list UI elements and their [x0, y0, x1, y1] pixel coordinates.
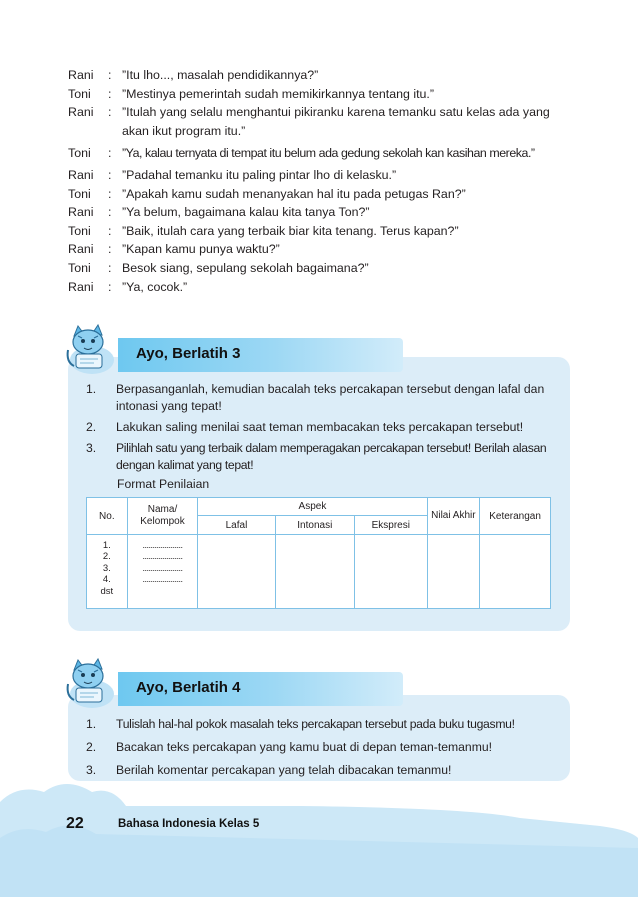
row-number: 3. [102, 562, 111, 574]
dialogue-line [68, 103, 578, 140]
assessment-table [86, 497, 551, 609]
dialogue-line [68, 203, 578, 222]
line-text: ”Baik, itulah cara yang terbaik biar kita tenang. Terus kapan?” [122, 223, 459, 238]
dialogue-line [68, 222, 578, 241]
speaker: Rani [68, 105, 94, 120]
colon: : [108, 186, 112, 201]
row-number: 1. [102, 540, 111, 551]
row-number: dst [100, 585, 114, 597]
col-lafal: Lafal [198, 516, 275, 535]
item-text: Berilah komentar percakapan yang telah dibacakan temanmu! [116, 763, 452, 777]
colon: : [108, 242, 112, 257]
item-text: Lakukan saling menilai saat teman membacakan teks percakapan tersebut! [116, 420, 524, 434]
item-number: 3. [86, 441, 97, 455]
line-text: Besok siang, sepulang sekolah bagaimana?” [122, 260, 369, 275]
item-number: 2. [86, 420, 97, 434]
dialogue-line [68, 85, 578, 104]
item-number: 2. [86, 740, 97, 754]
colon: : [108, 205, 112, 220]
item-text: Tulislah hal-hal pokok masalah teks percakapan tersebut pada buku tugasmu! [116, 717, 515, 731]
dialogue-line [68, 166, 578, 185]
exercise-list-3 [86, 381, 566, 478]
list-item [86, 419, 566, 436]
item-number: 1. [86, 717, 97, 731]
line-text: ”Apakah kamu sudah menanyakan hal itu pada petugas Ran?” [122, 186, 466, 201]
col-aspek: Aspek [198, 498, 427, 516]
list-item [86, 762, 566, 779]
nilai-cell [427, 535, 480, 609]
list-item [86, 440, 566, 474]
colon: : [108, 167, 112, 182]
line-text: ”Ya, cocok.” [122, 279, 188, 294]
colon: : [108, 260, 112, 275]
col-keterangan: Keterangan [480, 498, 551, 535]
speaker: Rani [68, 68, 94, 82]
item-number: 1. [86, 382, 97, 396]
ekspresi-cell [355, 535, 428, 609]
item-text: Bacakan teks percakapan yang kamu buat di depan teman-temanmu! [116, 740, 493, 754]
line-text: ”Itulah yang selalu menghantui pikiranku karena temanku satu kelas ada yang akan ikut program itu.” [122, 105, 550, 138]
speaker: Rani [68, 205, 94, 220]
name-blank: .................... [142, 551, 183, 562]
line-text: ”Ya, kalau ternyata di tempat itu belum ada gedung sekolah kan kasihan mereka.” [122, 146, 535, 161]
intonasi-cell [275, 535, 354, 609]
col-no: No. [87, 498, 128, 535]
name-blank: .................... [142, 574, 183, 585]
item-text: Berpasanganlah, kemudian bacalah teks percakapan tersebut dengan lafal dan intonasi yang tepat! [116, 382, 545, 413]
col-intonasi: Intonasi [275, 516, 354, 535]
name-blank: .................... [142, 562, 183, 573]
format-label: Format Penilaian [117, 477, 210, 491]
section-title-4: Ayo, Berlatih 4 [136, 679, 241, 696]
colon: : [108, 105, 112, 120]
dialogue-block [68, 66, 578, 296]
row-number: 2. [102, 551, 111, 563]
colon: : [108, 146, 112, 161]
exercise-list-4 [86, 716, 566, 783]
speaker: Rani [68, 242, 94, 257]
name-dots-cell [127, 535, 198, 609]
row-numbers-cell [87, 535, 128, 609]
item-number: 3. [86, 763, 97, 777]
line-text: ”Ya belum, bagaimana kalau kita tanya Ton?” [122, 205, 370, 220]
list-item [86, 739, 566, 756]
cat-mascot-icon [62, 656, 118, 712]
col-ekspresi: Ekspresi [355, 516, 428, 535]
speaker: Toni [68, 146, 91, 161]
footer-cloud-background [0, 778, 638, 897]
colon: : [108, 279, 112, 294]
item-text: Pilihlah satu yang terbaik dalam memperagakan percakapan tersebut! Berilah alasan dengan kalimat yang tepat! [116, 441, 547, 472]
keterangan-cell [480, 535, 551, 609]
line-text: ”Itu lho..., masalah pendidikannya?” [122, 68, 319, 82]
speaker: Toni [68, 223, 91, 238]
page-number: 22 [66, 815, 84, 832]
section-title-3: Ayo, Berlatih 3 [136, 345, 241, 362]
line-text: ”Kapan kamu punya waktu?” [122, 242, 280, 257]
colon: : [108, 223, 112, 238]
speaker: Toni [68, 86, 91, 101]
speaker: Rani [68, 279, 94, 294]
cat-mascot-icon [62, 322, 118, 378]
line-text: ”Mestinya pemerintah sudah memikirkannya tentang itu.” [122, 86, 434, 101]
dialogue-line [68, 240, 578, 259]
dialogue-line [68, 185, 578, 204]
name-blank: .................... [142, 540, 183, 550]
col-nama: Nama/ Kelompok [127, 498, 198, 535]
table-row [87, 535, 551, 609]
row-number: 4. [102, 574, 111, 586]
dialogue-line [68, 278, 578, 297]
dialogue-line [68, 144, 578, 163]
speaker: Toni [68, 186, 91, 201]
line-text: ”Padahal temanku itu paling pintar lho di kelasku.” [122, 167, 397, 182]
col-nilai: Nilai Akhir [427, 498, 480, 535]
book-title: Bahasa Indonesia Kelas 5 [118, 818, 260, 830]
list-item [86, 716, 566, 733]
list-item [86, 381, 566, 415]
colon: : [108, 68, 112, 82]
speaker: Rani [68, 167, 94, 182]
speaker: Toni [68, 260, 91, 275]
lafal-cell [198, 535, 275, 609]
colon: : [108, 86, 112, 101]
dialogue-line [68, 259, 578, 278]
dialogue-line [68, 66, 578, 85]
